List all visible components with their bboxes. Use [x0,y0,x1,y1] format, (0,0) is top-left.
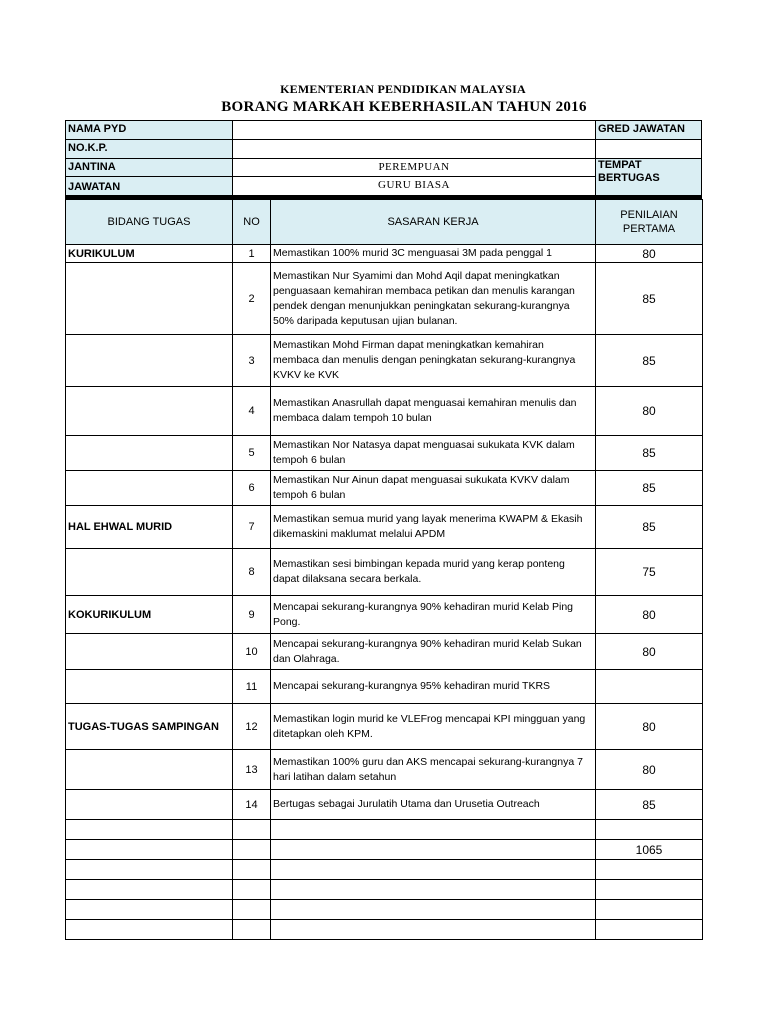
ministry-title: KEMENTERIAN PENDIDIKAN MALAYSIA [280,82,526,96]
penilaian-cell[interactable]: 85 [596,436,703,471]
table-row [66,900,703,920]
sasaran-kerja-cell: Bertugas sebagai Jurulatih Utama dan Urusetia Outreach [271,790,596,820]
sasaran-kerja-cell [271,820,596,840]
bidang-tugas-cell [66,860,233,880]
no-cell: 4 [233,387,271,436]
sasaran-kerja-cell: Memastikan Anasrullah dapat menguasai kemahiran menulis dan membaca dalam tempoh 10 bulan [271,387,596,436]
no-cell: 10 [233,634,271,670]
bidang-tugas-cell [66,549,233,596]
header-sasaran-kerja: SASARAN KERJA [271,200,596,245]
bidang-tugas-cell [66,790,233,820]
bidang-tugas-cell [66,436,233,471]
nama-pyd-field[interactable] [232,120,596,140]
bidang-tugas-cell [66,634,233,670]
sasaran-kerja-cell: Mencapai sekurang-kurangnya 90% kehadiran murid Kelab Ping Pong. [271,596,596,634]
bidang-tugas-cell [66,670,233,704]
table-row [66,245,703,263]
no-cell [233,880,271,900]
sasaran-kerja-cell: Memastikan Nur Ainun dapat menguasai sukukata KVKV dalam tempoh 6 bulan [271,471,596,506]
no-cell [233,920,271,940]
gred-jawatan-label: GRED JAWATAN [595,120,702,140]
no-cell: 9 [233,596,271,634]
table-row [66,790,703,820]
table-row [66,335,703,387]
bidang-tugas-cell: TUGAS-TUGAS SAMPINGAN [66,704,233,750]
sasaran-kerja-table [65,199,703,940]
no-cell [233,820,271,840]
table-row [66,704,703,750]
penilaian-cell[interactable]: 80 [596,750,703,790]
bidang-tugas-cell [66,263,233,335]
penilaian-cell[interactable] [596,860,703,880]
table-row [66,549,703,596]
table-row [66,263,703,335]
nama-pyd-label: NAMA PYD [65,120,233,140]
no-cell: 14 [233,790,271,820]
penilaian-cell[interactable]: 85 [596,506,703,549]
no-cell: 2 [233,263,271,335]
table-row [66,840,703,860]
bidang-tugas-cell [66,920,233,940]
sasaran-kerja-cell [271,900,596,920]
sasaran-kerja-cell: Memastikan semua murid yang layak menerima KWAPM & Ekasih dikemaskini maklumat melalui APDM [271,506,596,549]
table-row [66,436,703,471]
header-no: NO [233,200,271,245]
form-title: BORANG MARKAH KEBERHASILAN TAHUN 2016 [221,99,587,115]
table-row [66,750,703,790]
bidang-tugas-cell [66,471,233,506]
no-cell: 13 [233,750,271,790]
penilaian-cell[interactable] [596,670,703,704]
no-cell: 12 [233,704,271,750]
jantina-field[interactable]: PEREMPUAN [232,158,596,177]
bidang-tugas-cell [66,840,233,860]
table-row [66,670,703,704]
table-row [66,471,703,506]
jawatan-field[interactable]: GURU BIASA [232,176,596,197]
penilaian-cell[interactable]: 1065 [596,840,703,860]
bidang-tugas-cell [66,880,233,900]
no-cell [233,840,271,860]
bidang-tugas-cell [66,750,233,790]
table-header-row [66,200,703,245]
bidang-tugas-cell: KOKURIKULUM [66,596,233,634]
penilaian-cell[interactable]: 80 [596,596,703,634]
sasaran-kerja-cell: Memastikan Nor Natasya dapat menguasai sukukata KVK dalam tempoh 6 bulan [271,436,596,471]
penilaian-cell[interactable]: 80 [596,634,703,670]
nokp-label: NO.K.P. [65,139,233,159]
nokp-field[interactable] [232,139,596,159]
penilaian-cell[interactable]: 85 [596,471,703,506]
penilaian-cell[interactable]: 85 [596,335,703,387]
tempat-bertugas-label: TEMPAT BERTUGAS [595,158,702,197]
penilaian-cell[interactable] [596,880,703,900]
header-bidang-tugas: BIDANG TUGAS [66,200,233,245]
bidang-tugas-cell [66,335,233,387]
no-cell: 11 [233,670,271,704]
penilaian-cell[interactable]: 75 [596,549,703,596]
no-cell: 7 [233,506,271,549]
sasaran-kerja-cell: Memastikan login murid ke VLEFrog mencapai KPI mingguan yang ditetapkan oleh KPM. [271,704,596,750]
penilaian-cell[interactable]: 80 [596,704,703,750]
no-cell: 8 [233,549,271,596]
sasaran-kerja-cell [271,920,596,940]
table-row [66,387,703,436]
jawatan-label: JAWATAN [65,176,233,197]
sasaran-kerja-cell: Mencapai sekurang-kurangnya 90% kehadiran murid Kelab Sukan dan Olahraga. [271,634,596,670]
no-cell [233,900,271,920]
sasaran-kerja-cell: Mencapai sekurang-kurangnya 95% kehadiran murid TKRS [271,670,596,704]
table-row [66,820,703,840]
table-row [66,860,703,880]
bidang-tugas-cell: HAL EHWAL MURID [66,506,233,549]
table-row [66,506,703,549]
sasaran-kerja-cell [271,840,596,860]
sasaran-kerja-cell: Memastikan Mohd Firman dapat meningkatkan kemahiran membaca dan menulis dengan peningkatan sekurang-kurangnya KVKV ke KVK [271,335,596,387]
header-penilaian-pertama: PENILAIAN PERTAMA [596,200,703,245]
sasaran-kerja-cell [271,860,596,880]
no-cell: 1 [233,245,271,263]
bidang-tugas-cell [66,820,233,840]
penilaian-cell[interactable] [596,920,703,940]
no-cell: 5 [233,436,271,471]
penilaian-cell[interactable]: 85 [596,263,703,335]
bidang-tugas-cell [66,900,233,920]
sasaran-kerja-cell: Memastikan 100% murid 3C menguasai 3M pada penggal 1 [271,245,596,263]
penilaian-cell[interactable] [596,900,703,920]
table-row [66,920,703,940]
bidang-tugas-cell: KURIKULUM [66,245,233,263]
penilaian-cell[interactable] [596,820,703,840]
sasaran-kerja-cell: Memastikan 100% guru dan AKS mencapai sekurang-kurangnya 7 hari latihan dalam setahun [271,750,596,790]
sasaran-kerja-cell: Memastikan sesi bimbingan kepada murid yang kerap ponteng dapat dilaksana secara berkala. [271,549,596,596]
penilaian-cell[interactable]: 80 [596,245,703,263]
table-row [66,880,703,900]
sasaran-kerja-cell: Memastikan Nur Syamimi dan Mohd Aqil dapat meningkatkan penguasaan kemahiran membaca petikan dan menulis karangan pendek dengan menunjukkan peningkatan sekurang-kurangnya 50% daripada keputusan ujian bulanan. [271,263,596,335]
bidang-tugas-cell [66,387,233,436]
gred-jawatan-field[interactable] [595,139,702,159]
table-row [66,596,703,634]
jantina-label: JANTINA [65,158,233,177]
no-cell: 3 [233,335,271,387]
no-cell [233,860,271,880]
penilaian-cell[interactable]: 80 [596,387,703,436]
table-row [66,634,703,670]
penilaian-cell[interactable]: 85 [596,790,703,820]
sasaran-kerja-cell [271,880,596,900]
no-cell: 6 [233,471,271,506]
